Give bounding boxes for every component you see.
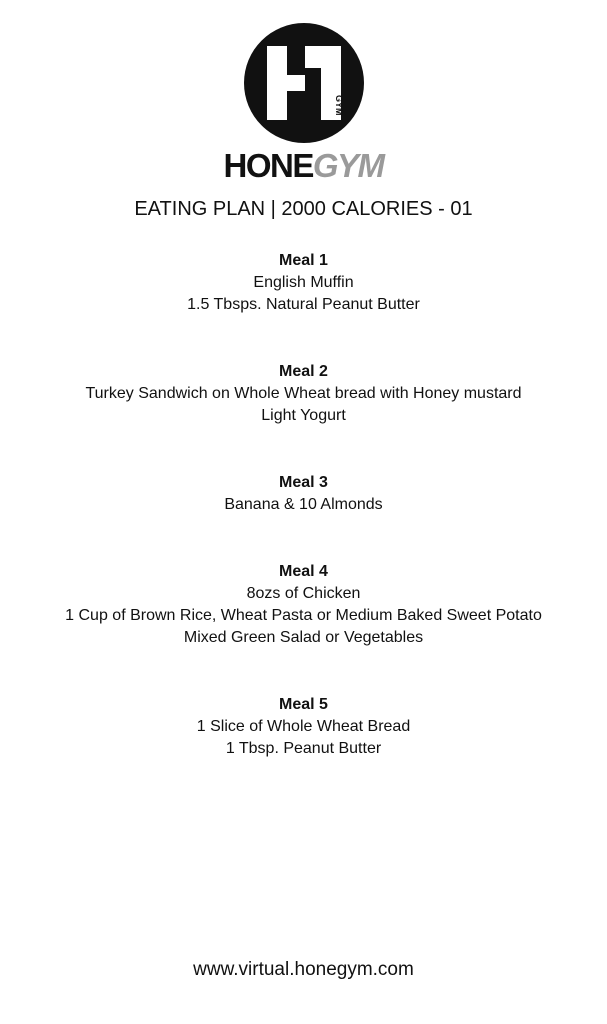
logo-emblem (0, 22, 607, 144)
honegym-emblem-icon (243, 22, 365, 144)
page-title: EATING PLAN | 2000 CALORIES - 01 (134, 198, 473, 220)
meal-section-2 (0, 361, 607, 427)
meal-item: Light Yogurt (261, 407, 346, 424)
meal-item: 1 Slice of Whole Wheat Bread (196, 718, 411, 735)
meal-section-5 (0, 694, 607, 760)
meal-item: 8ozs of Chicken (246, 585, 361, 602)
wordmark-hone: HONE (223, 147, 313, 184)
meal-title: Meal 2 (279, 363, 328, 380)
meal-item: Mixed Green Salad or Vegetables (183, 629, 424, 646)
emblem-gym-text: GYM (333, 95, 344, 116)
meal-item: Turkey Sandwich on Whole Wheat bread with Honey mustard (85, 385, 522, 402)
wordmark-gym: GYM (312, 147, 384, 184)
meal-title: Meal 5 (279, 696, 328, 713)
meal-title: Meal 1 (279, 252, 328, 269)
meal-section-4 (0, 561, 607, 649)
meal-item: 1 Cup of Brown Rice, Wheat Pasta or Medium Baked Sweet Potato (65, 607, 542, 624)
meal-title: Meal 4 (279, 563, 328, 580)
meal-item: Banana & 10 Almonds (224, 496, 383, 513)
meal-item: 1.5 Tbsps. Natural Peanut Butter (187, 296, 420, 313)
meal-item: English Muffin (253, 274, 354, 291)
logo-wordmark (0, 148, 607, 184)
meal-section-1 (0, 250, 607, 316)
meal-item: 1 Tbsp. Peanut Butter (225, 740, 382, 757)
meal-section-3 (0, 472, 607, 516)
meal-title: Meal 3 (279, 474, 328, 491)
footer-url: www.virtual.honegym.com (193, 959, 414, 980)
